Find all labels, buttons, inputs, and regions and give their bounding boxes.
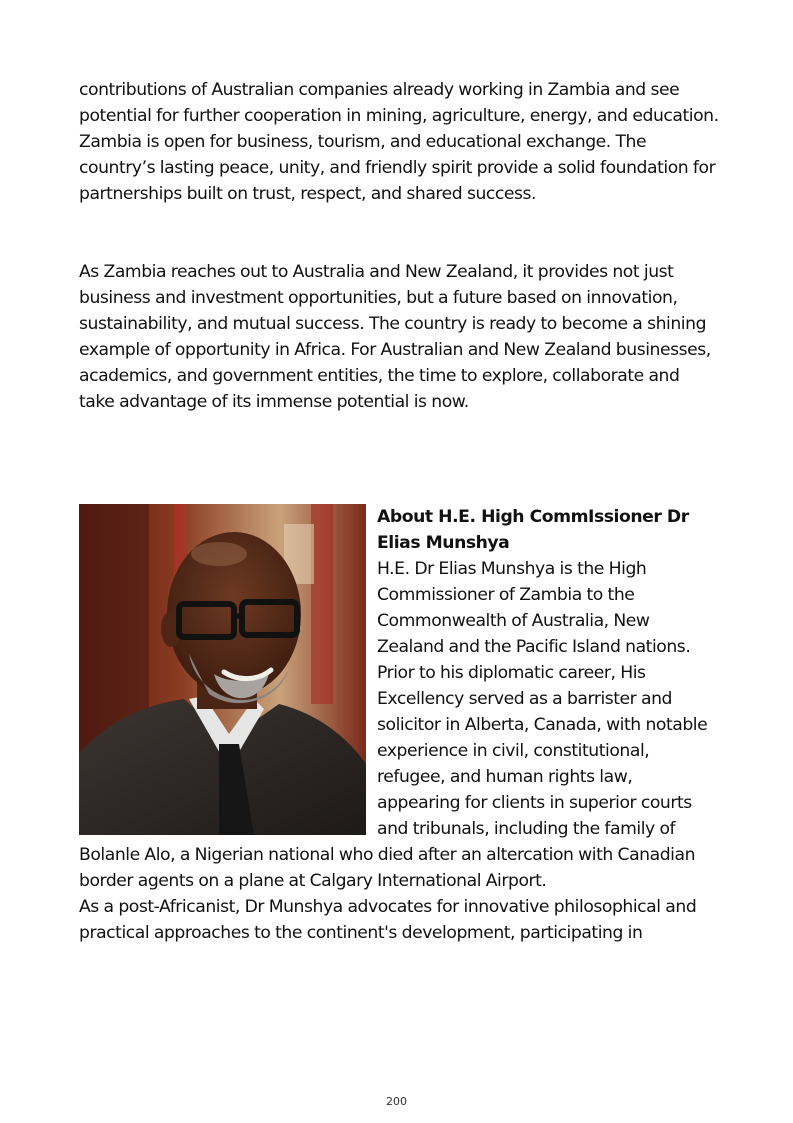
portrait-photo	[79, 504, 366, 835]
portrait-illustration	[79, 504, 366, 835]
paragraph-zambia-outreach: As Zambia reaches out to Australia and New Zealand, it provides not just business and investment opportunities, but a future based on innovation, sustainability, and mutual success. The country is ready to become a shining example of opportunity in Africa. For Australian and New Zealand businesses, academics, and government entities, the time to explore, collaborate and take advantage of its immense potential is now.	[79, 262, 711, 412]
bio-heading: About H.E. High CommIssioner Dr Elias Munshya	[377, 507, 689, 553]
page-number: 200	[386, 1095, 407, 1108]
page-body	[79, 77, 719, 946]
bio-paragraph-career: Prior to his diplomatic career, His Excellency served as a barrister and solicitor in Alberta, Canada, with notable experience in civil, constitutional, refugee, and human rights law, appearing for clients in superior courts and tribunals, including the family of Bolanle Alo, a Nigerian national who died after an altercation with Canadian border agents on a plane at Calgary International Airport.	[79, 663, 708, 891]
paragraph-zambia-partnerships: contributions of Australian companies already working in Zambia and see potential for further cooperation in mining, agriculture, energy, and education. Zambia is open for business, tourism, and educational exchange. The country’s lasting peace, unity, and friendly spirit provide a solid foundation for partnerships built on trust, respect, and shared success.	[79, 80, 719, 204]
bio-paragraph-post-africanist: As a post-Africanist, Dr Munshya advocates for innovative philosophical and practical approaches to the continent's development, participating in	[79, 897, 697, 943]
bio-section	[79, 504, 719, 946]
bio-paragraph-role: H.E. Dr Elias Munshya is the High Commissioner of Zambia to the Commonwealth of Australia, New Zealand and the Pacific Island nations.	[377, 559, 691, 657]
